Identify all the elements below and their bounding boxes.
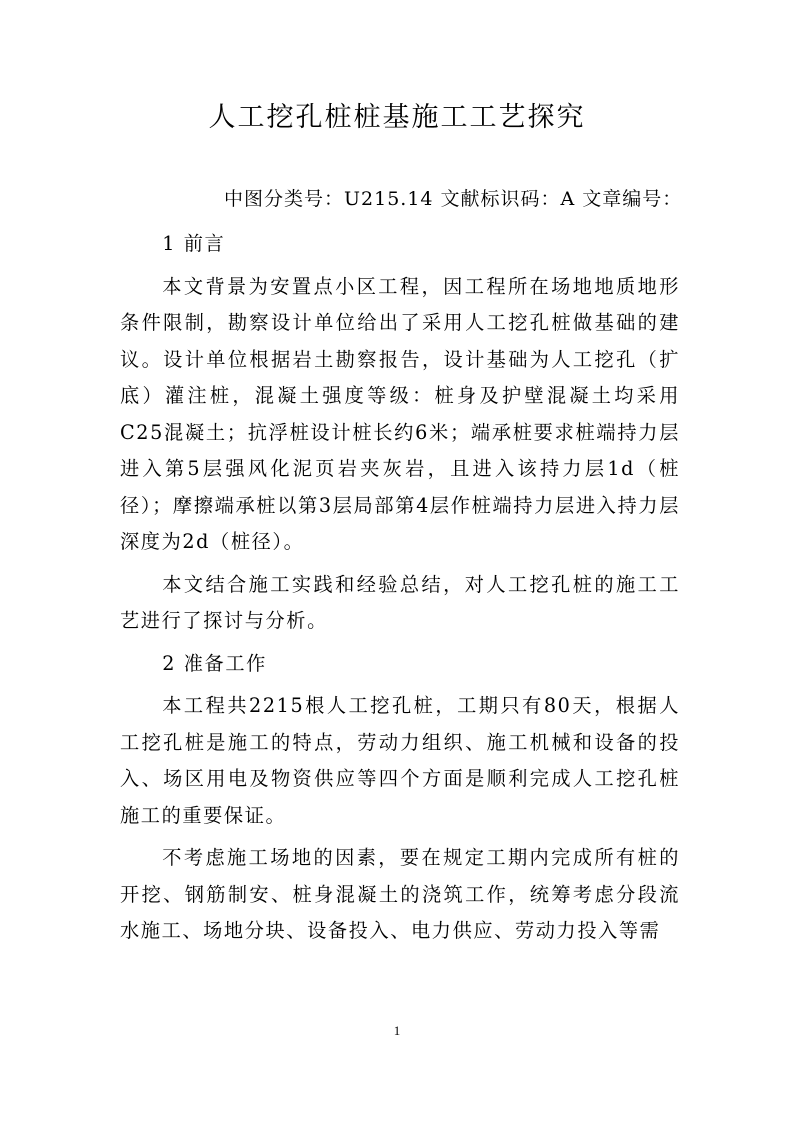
page-number: 1 (393, 1023, 401, 1038)
document-body (120, 226, 680, 956)
paragraph: 不考虑施工场地的因素，要在规定工期内完成所有桩的开挖、钢筋制安、桩身混凝土的浇筑工作，统筹考虑分段流水施工、场地分块、设备投入、电力供应、劳动力投入等需 (120, 846, 680, 942)
section-heading-introduction: 1 前言 (162, 232, 226, 255)
section-heading-preparation: 2 准备工作 (162, 651, 267, 675)
classification-line: 中图分类号：U215.14 文献标识码：A 文章编号： (224, 188, 683, 210)
paragraph: 本工程共2215根人工挖孔桩，工期只有80天，根据人工挖孔桩是施工的特点，劳动力组织、施工机械和设备的投入、场区用电及物资供应等四个方面是顺利完成人工挖孔桩施工的重要保证。 (120, 694, 680, 827)
paragraph: 本文结合施工实践和经验总结，对人工挖孔桩的施工工艺进行了探讨与分析。 (120, 572, 680, 632)
document-title: 人工挖孔桩桩基施工工艺探究 (208, 102, 586, 133)
paragraph: 本文背景为安置点小区工程，因工程所在场地地质地形条件限制，勘察设计单位给出了采用人工挖孔桩做基础的建议。设计单位根据岩土勘察报告，设计基础为人工挖孔（扩底）灌注桩，混凝土强度等级：桩身及护壁混凝土均采用C25混凝土；抗浮桩设计桩长约6米；端承桩要求桩端持力层进入第5层强风化泥页岩夹灰岩，且进入该持力层1d（桩径）；摩擦端承桩以第3层局部第4层作桩端持力层进入持力层深度为2d（桩径）。 (120, 274, 680, 553)
